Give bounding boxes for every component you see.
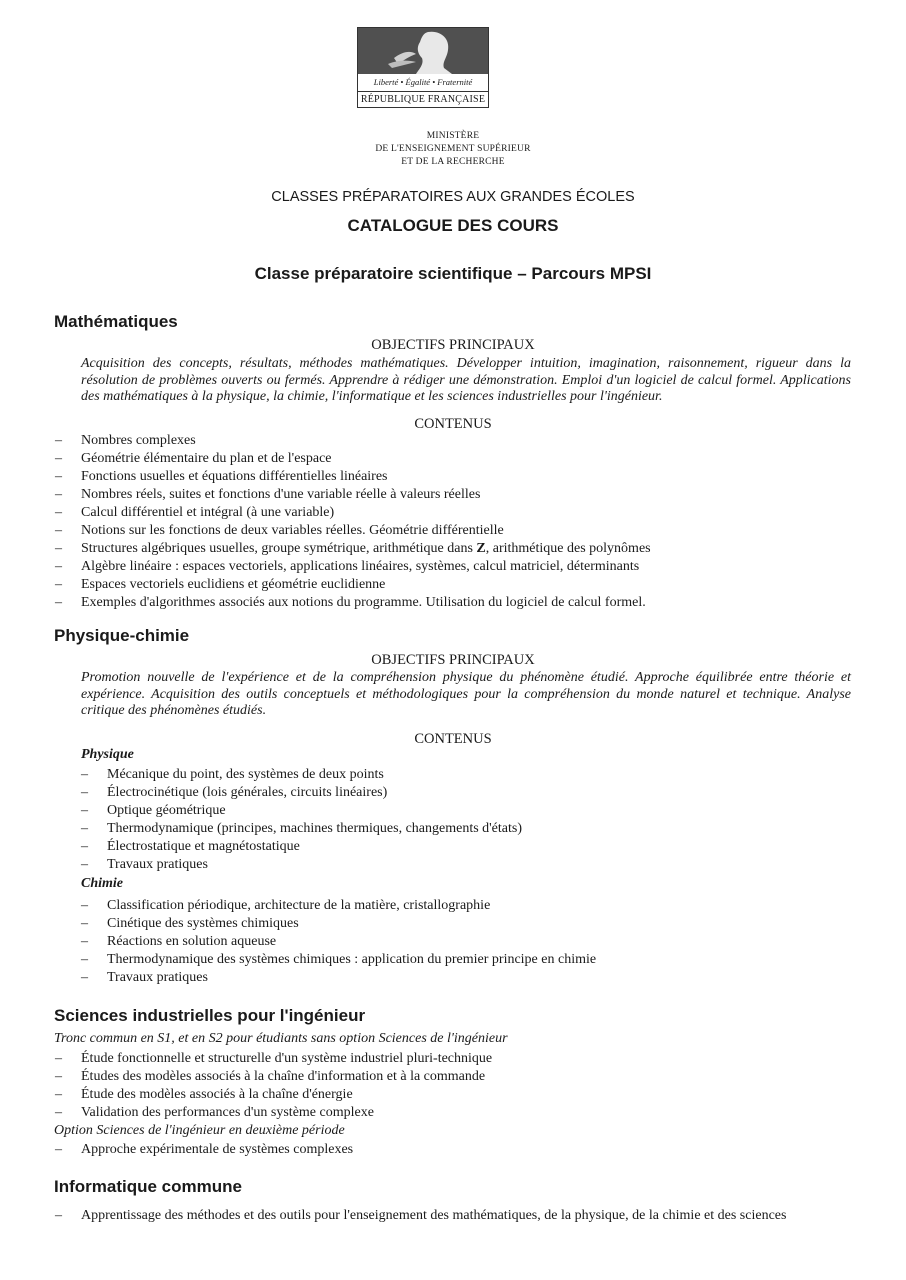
dash-bullet: – bbox=[81, 898, 88, 913]
list-item-text: Thermodynamique des systèmes chimiques : application du premier principe en chimie bbox=[107, 952, 597, 967]
cpge-heading: CLASSES PRÉPARATOIRES AUX GRANDES ÉCOLES bbox=[271, 189, 635, 205]
dash-bullet: – bbox=[55, 469, 62, 484]
list-item bbox=[55, 432, 651, 450]
list-item bbox=[55, 450, 651, 468]
list-item-text: Cinétique des systèmes chimiques bbox=[107, 916, 299, 931]
physique-subtitle: Physique bbox=[81, 747, 134, 762]
dash-bullet: – bbox=[55, 451, 62, 466]
dash-bullet: – bbox=[81, 803, 88, 818]
dash-bullet: – bbox=[55, 559, 62, 574]
list-item-text: Études des modèles associés à la chaîne d'information et à la commande bbox=[81, 1069, 486, 1084]
dash-bullet: – bbox=[81, 952, 88, 967]
dash-bullet: – bbox=[55, 541, 62, 556]
catalogue-heading: CATALOGUE DES COURS bbox=[347, 216, 559, 235]
list-item bbox=[55, 504, 651, 522]
dash-bullet: – bbox=[55, 1105, 62, 1120]
list-item bbox=[55, 576, 651, 594]
list-item-text: Travaux pratiques bbox=[107, 970, 208, 985]
list-item bbox=[55, 1104, 492, 1122]
list-item bbox=[55, 468, 651, 486]
ministry-line: ET DE LA RECHERCHE bbox=[401, 157, 505, 167]
republique-motto: Liberté • Égalité • Fraternité bbox=[373, 77, 473, 87]
list-item bbox=[55, 594, 651, 612]
list-item bbox=[55, 1050, 493, 1068]
list-item bbox=[55, 1141, 354, 1159]
republique-name: RÉPUBLIQUE FRANÇAISE bbox=[358, 91, 488, 108]
list-item-text: Étude fonctionnelle et structurelle d'un système industriel pluri-technique bbox=[81, 1051, 493, 1066]
class-title: Classe préparatoire scientifique – Parcours MPSI bbox=[254, 264, 652, 283]
si-tronc-label: Tronc commun en S1, et en S2 pour étudiants sans option Sciences de l'ingénieur bbox=[54, 1031, 508, 1046]
dash-bullet: – bbox=[55, 487, 62, 502]
list-item bbox=[55, 1086, 492, 1104]
dash-bullet: – bbox=[55, 433, 62, 448]
si-option-list bbox=[55, 1141, 354, 1159]
list-item bbox=[81, 856, 522, 874]
dash-bullet: – bbox=[55, 1069, 62, 1084]
dash-bullet: – bbox=[81, 934, 88, 949]
dash-bullet: – bbox=[55, 505, 62, 520]
list-item-text: Travaux pratiques bbox=[107, 857, 208, 872]
list-item bbox=[81, 915, 596, 933]
maths-objectives-label: OBJECTIFS PRINCIPAUX bbox=[371, 337, 535, 353]
list-item-text: Structures algébriques usuelles, groupe symétrique, arithmétique dans Z, arithmétique des polynômes bbox=[81, 541, 651, 556]
list-item-text: Notions sur les fonctions de deux variables réelles. Géométrie différentielle bbox=[81, 523, 504, 538]
dash-bullet: – bbox=[55, 1087, 62, 1102]
dash-bullet: – bbox=[81, 916, 88, 931]
physics-contents-label: CONTENUS bbox=[414, 731, 492, 747]
section-title-si: Sciences industrielles pour l'ingénieur bbox=[54, 1006, 366, 1025]
list-item bbox=[55, 540, 651, 558]
chimie-list bbox=[81, 897, 597, 987]
list-item-text: Classification périodique, architecture de la matière, cristallographie bbox=[107, 898, 491, 913]
dash-bullet: – bbox=[81, 821, 88, 836]
dash-bullet: – bbox=[81, 839, 88, 854]
list-item bbox=[55, 1207, 787, 1225]
physics-objectives-label: OBJECTIFS PRINCIPAUX bbox=[371, 652, 535, 668]
chimie-subtitle: Chimie bbox=[81, 876, 124, 891]
dash-bullet: – bbox=[81, 970, 88, 985]
ministry-name bbox=[0, 130, 906, 169]
list-item bbox=[81, 897, 596, 915]
dash-bullet: – bbox=[55, 1142, 62, 1157]
list-item-text: Thermodynamique (principes, machines thermiques, changements d'états) bbox=[107, 821, 523, 836]
maths-contents-label: CONTENUS bbox=[414, 416, 492, 432]
ministry-line: MINISTÈRE bbox=[426, 131, 480, 141]
dash-bullet: – bbox=[81, 857, 88, 872]
maths-contents-list bbox=[55, 432, 651, 612]
list-item-text: Nombres réels, suites et fonctions d'une variable réelle à valeurs réelles bbox=[81, 487, 481, 502]
list-item-text: Fonctions usuelles et équations différentielles linéaires bbox=[81, 469, 388, 484]
list-item-text: Apprentissage des méthodes et des outils pour l'enseignement des mathématiques, de la physique, de la chimie et des sciences bbox=[81, 1208, 787, 1223]
list-item-text: Étude des modèles associés à la chaîne d'énergie bbox=[81, 1087, 353, 1102]
list-item bbox=[81, 784, 522, 802]
list-item bbox=[81, 802, 522, 820]
list-item-text: Géométrie élémentaire du plan et de l'espace bbox=[81, 451, 332, 466]
list-item-text: Espaces vectoriels euclidiens et géométrie euclidienne bbox=[81, 577, 386, 592]
marianne-emblem-icon bbox=[358, 28, 488, 74]
dash-bullet: – bbox=[55, 1208, 62, 1223]
maths-objectives-text: Acquisition des concepts, résultats, méthodes mathématiques. Développer intuition, imagination, raisonnement, rigueur dans la résolution de problèmes ouverts ou fermés. Apprendre à rédiger une démonstration. Emploi d'un logiciel de calcul formel. Applications des mathématiques à la physique, la chimie, l'informatique et les sciences industrielles pour l'ingénieur. bbox=[81, 356, 851, 404]
list-item-text: Approche expérimentale de systèmes complexes bbox=[81, 1142, 354, 1157]
list-item bbox=[55, 486, 651, 504]
list-item-text: Exemples d'algorithmes associés aux notions du programme. Utilisation du logiciel de calcul formel. bbox=[81, 595, 646, 610]
section-title-physics: Physique-chimie bbox=[54, 626, 190, 645]
section-title-maths: Mathématiques bbox=[54, 312, 178, 331]
dash-bullet: – bbox=[81, 767, 88, 782]
physics-objectives-text: Promotion nouvelle de l'expérience et de la compréhension physique du phénomène étudié. Approche équilibrée entre théorie et expérience. Acquisition des outils conceptuels et méthodologiques pour la compréhension du monde naturel et technique. Analyse critique des phénomènes étudiés. bbox=[81, 670, 851, 718]
list-item-text: Optique géométrique bbox=[107, 803, 226, 818]
list-item-text: Électrostatique et magnétostatique bbox=[107, 839, 300, 854]
list-item bbox=[81, 766, 522, 784]
list-item-text: Nombres complexes bbox=[81, 433, 196, 448]
si-option-label: Option Sciences de l'ingénieur en deuxième période bbox=[54, 1123, 345, 1138]
list-item-text: Électrocinétique (lois générales, circuits linéaires) bbox=[107, 785, 388, 800]
list-item bbox=[81, 820, 523, 838]
list-item-text: Calcul différentiel et intégral (à une variable) bbox=[81, 505, 335, 520]
ministry-line: DE L'ENSEIGNEMENT SUPÉRIEUR bbox=[375, 144, 531, 154]
dash-bullet: – bbox=[55, 1051, 62, 1066]
list-item-text: Réactions en solution aqueuse bbox=[107, 934, 277, 949]
list-item bbox=[81, 951, 597, 969]
list-item bbox=[55, 558, 651, 576]
si-tronc-list bbox=[55, 1050, 493, 1122]
physique-list bbox=[81, 766, 523, 874]
dash-bullet: – bbox=[55, 577, 62, 592]
list-item bbox=[55, 1068, 492, 1086]
list-item bbox=[81, 969, 596, 987]
dash-bullet: – bbox=[55, 595, 62, 610]
list-item bbox=[55, 522, 651, 540]
dash-bullet: – bbox=[81, 785, 88, 800]
list-item-text: Mécanique du point, des systèmes de deux points bbox=[107, 767, 384, 782]
republique-logo bbox=[357, 27, 489, 108]
list-item bbox=[81, 933, 596, 951]
list-item-text: Validation des performances d'un système complexe bbox=[81, 1105, 374, 1120]
info-list bbox=[55, 1207, 787, 1225]
list-item-text: Algèbre linéaire : espaces vectoriels, applications linéaires, systèmes, calcul matriciel, déterminants bbox=[81, 559, 640, 574]
list-item bbox=[81, 838, 522, 856]
dash-bullet: – bbox=[55, 523, 62, 538]
section-title-info: Informatique commune bbox=[54, 1177, 242, 1196]
